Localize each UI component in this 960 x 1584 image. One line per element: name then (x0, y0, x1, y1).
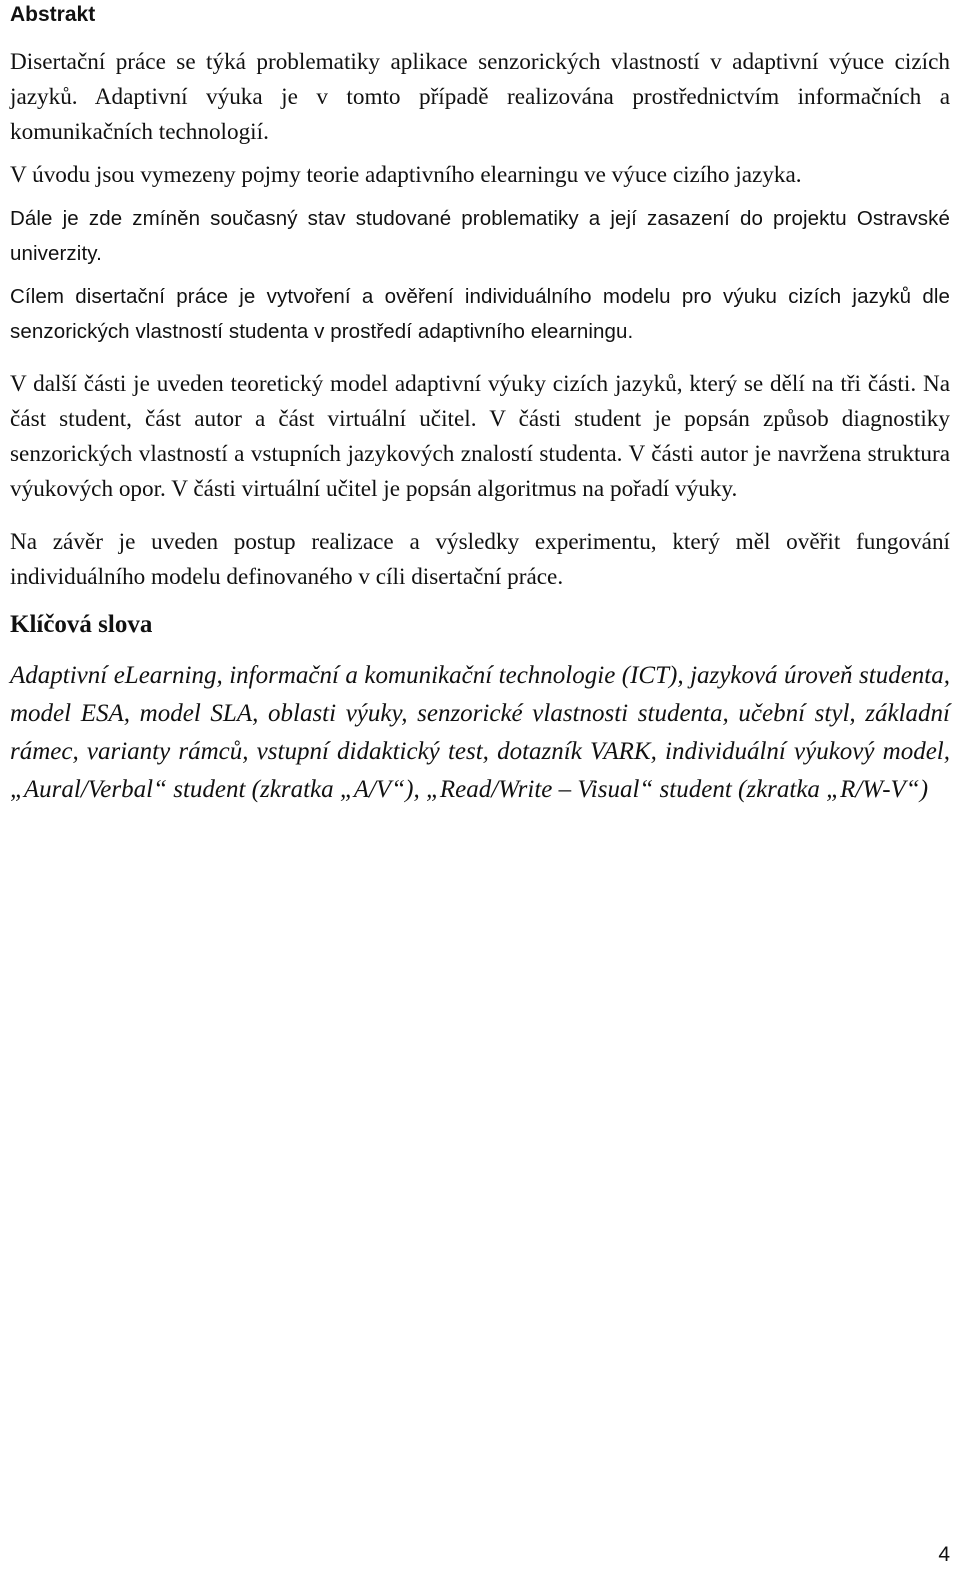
abstract-paragraph-4: Cílem disertační práce je vytvoření a ověření individuálního modelu pro výuku cizích jazyků dle senzorických vlastností studenta v prostředí adaptivního elearningu. (10, 285, 950, 343)
abstract-paragraph-1: Disertační práce se týká problematiky aplikace senzorických vlastností v adaptivní výuce cizích jazyků. Adaptivní výuka je v tomto případě realizována prostřednictvím informačních a komunikačních technologií. (10, 49, 950, 145)
keywords-text: Adaptivní eLearning, informační a komunikační technologie (ICT), jazyková úroveň studenta, model ESA, model SLA, oblasti výuky, senzorické vlastnosti studenta, učební styl, základní rámec, varianty rámců, vstupní didaktický test, dotazník VARK, individuální výukový model, „Aural/Verbal“ student (zkratka „A/V“), „Read/Write – Visual“ student (zkratka „R/W-V“) (10, 662, 950, 803)
abstract-body (10, 45, 950, 809)
abstract-paragraph-6: Na závěr je uveden postup realizace a výsledky experimentu, který měl ověřit fungování individuálního modelu definovaného v cíli disertační práce. (10, 529, 950, 590)
page-number: 4 (938, 1543, 950, 1566)
abstract-paragraph-2: V úvodu jsou vymezeny pojmy teorie adaptivního elearningu ve výuce cizího jazyka. (10, 162, 802, 188)
abstract-paragraph-3: Dále je zde zmíněn současný stav studované problematiky a její zasazení do projektu Ostravské univerzity. (10, 207, 950, 265)
abstract-heading: Abstrakt (10, 3, 96, 26)
keywords-heading: Klíčová slova (10, 611, 153, 638)
abstract-paragraph-5: V další části je uveden teoretický model adaptivní výuky cizích jazyků, který se dělí na tři části. Na část student, část autor a část virtuální učitel. V části student je popsán způsob diagnostiky senzorických vlastností a vstupních jazykových znalostí studenta. V části autor je navržena struktura výukových opor. V části virtuální učitel je popsán algoritmus na pořadí výuky. (10, 371, 950, 502)
